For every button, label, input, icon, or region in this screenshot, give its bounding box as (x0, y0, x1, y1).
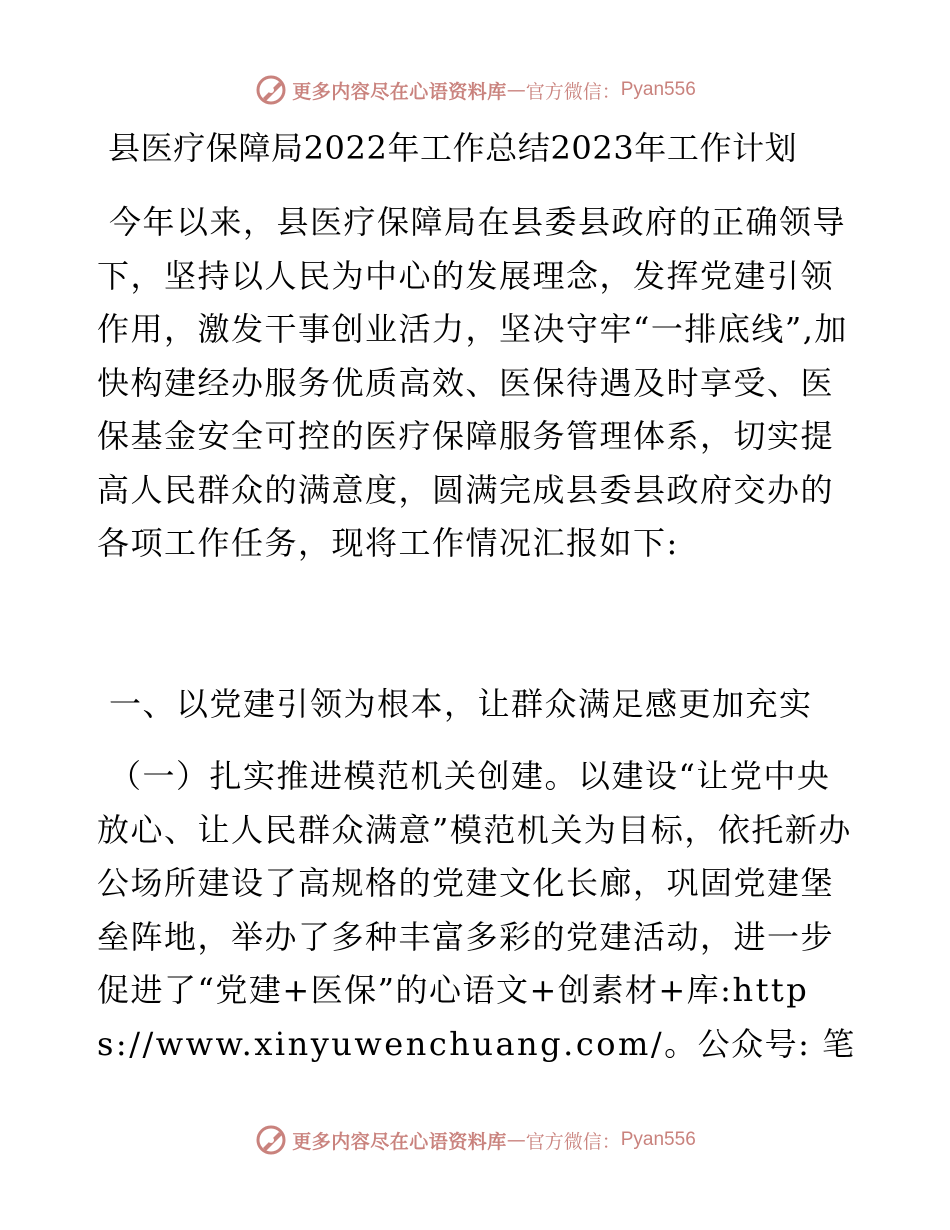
watermark-wechat-label: 官方微信： (525, 1130, 621, 1153)
website-link[interactable]: https://www.xinyuwenchuang.com/ (97, 971, 810, 1063)
watermark-separator: — (506, 79, 526, 101)
document-title: 县医疗保障局2022年工作总结2023年工作计划 (108, 129, 798, 167)
section-heading-1: 一、以党建引领为根本，让群众满足感更加充实 (109, 685, 813, 723)
intro-paragraph: 今年以来，县医疗保障局在县委县政府的正确领导下，坚持以人民为中心的发展理念，发挥党建引领作用，激发干事创业活力，坚决守牢“一排底线”,加快构建经办服务优质高效、医保待遇及时享受、医保基金安全可控的医疗保障服务管理体系，切实提高人民群众的满意度，圆满完成县委县政府交办的各项工作任务，现将工作情况汇报如下: (97, 203, 848, 562)
watermark-text: 更多内容尽在心语资料库 (292, 1130, 507, 1153)
pen-circle-icon (254, 73, 288, 107)
watermark-wechat-id: Pyan556 (620, 1129, 696, 1150)
watermark-banner-top (0, 70, 950, 110)
watermark-text: 更多内容尽在心语资料库 (292, 80, 507, 103)
subsection-paragraph-1 (97, 750, 857, 1071)
subsection-tail: 。公众号: 笔 (664, 1024, 856, 1063)
subsection-text: （一）扎实推进模范机关创建。以建设“让党中央放心、让人民群众满意”模范机关为目标，依托新办公场所建设了高规格的党建文化长廊，巩固党建堡垒阵地，举办了多种丰富多彩的党建活动，进一步促进了“党建+医保”的心语文+创素材+库: (97, 757, 852, 1009)
watermark-wechat-label: 官方微信： (525, 80, 621, 103)
watermark-wechat-id: Pyan556 (620, 79, 696, 100)
watermark-banner-bottom (0, 1120, 950, 1160)
watermark-separator: — (506, 1129, 526, 1151)
pen-circle-icon (254, 1123, 288, 1157)
